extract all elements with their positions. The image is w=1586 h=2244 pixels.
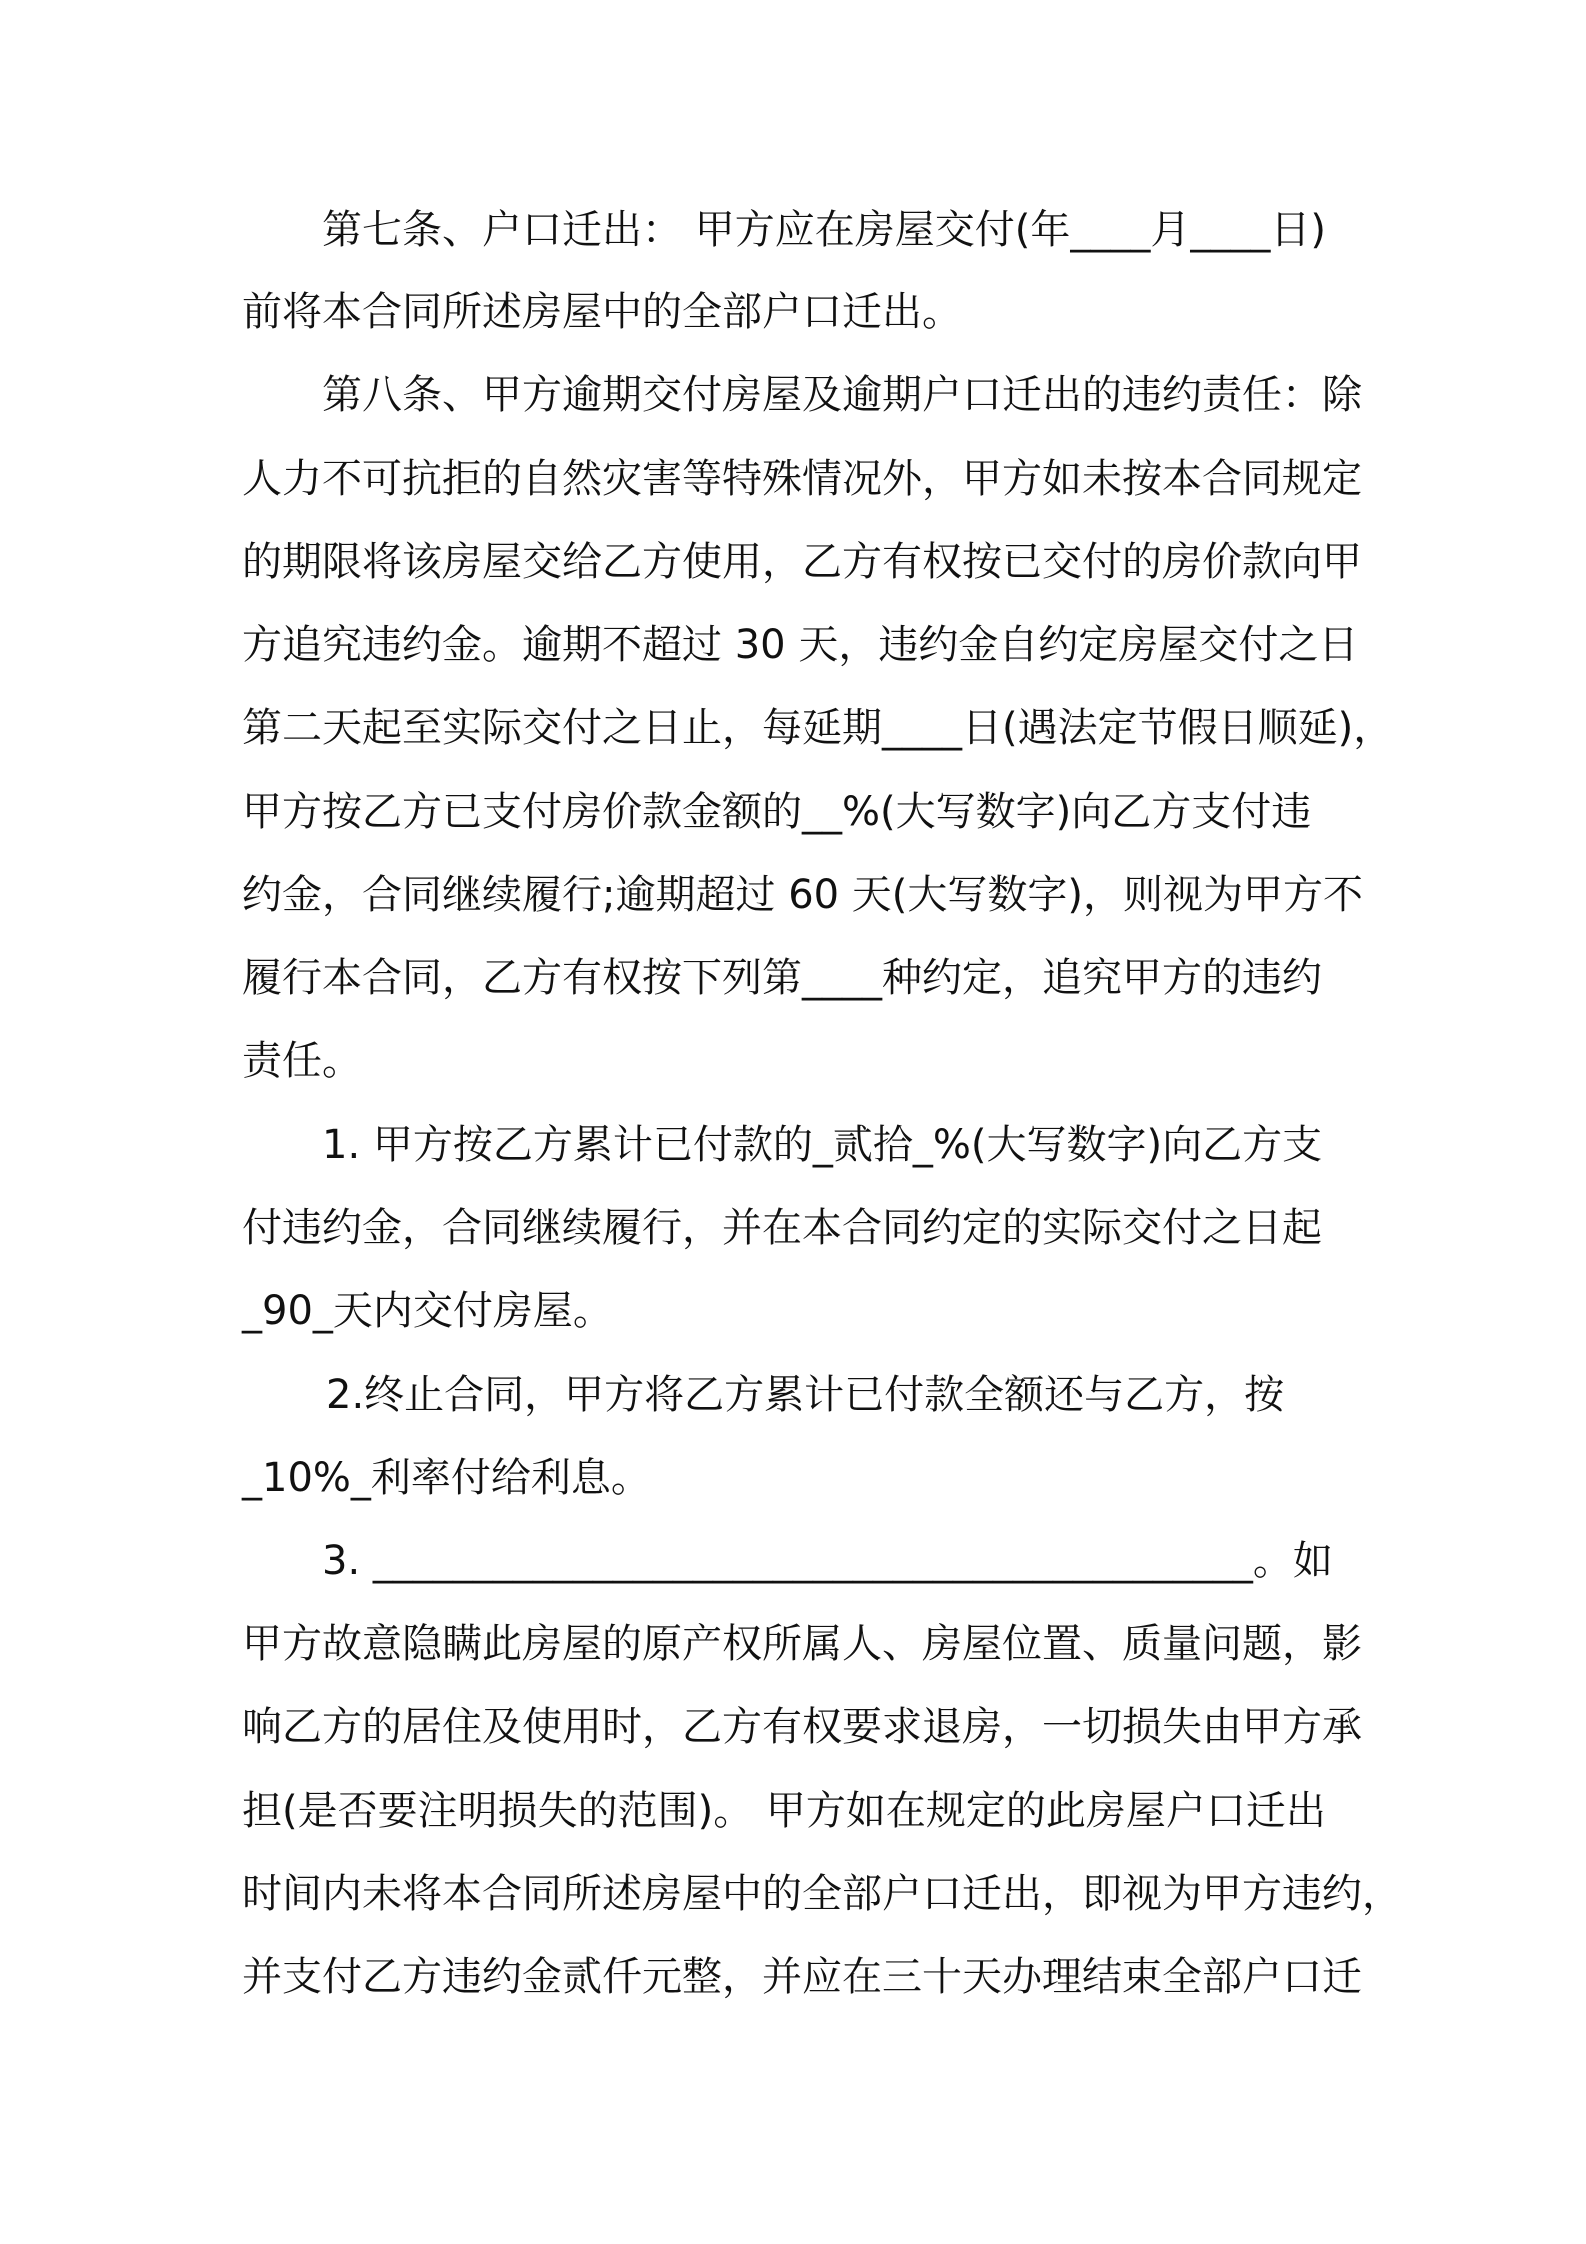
paragraph-line: 履行本合同，乙方有权按下列第____种约定，追究甲方的违约 [242, 955, 1322, 1001]
paragraph-line: 第七条、户口迁出： 甲方应在房屋交付(年____月____日) [322, 207, 1326, 253]
paragraph-line: 时间内未将本合同所述房屋中的全部户口迁出，即视为甲方违约， [242, 1871, 1402, 1917]
list-item-line: 付违约金，合同继续履行，并在本合同约定的实际交付之日起 [242, 1205, 1322, 1251]
list-item-line: _10%_利率付给利息。 [242, 1455, 651, 1501]
paragraph-line: 方追究违约金。逾期不超过 30 天，违约金自约定房屋交付之日 [242, 622, 1359, 668]
paragraph-line: 人力不可抗拒的自然灾害等特殊情况外，甲方如未按本合同规定 [242, 456, 1362, 502]
paragraph-line: 担(是否要注明损失的范围)。 甲方如在规定的此房屋户口迁出 [242, 1788, 1326, 1834]
paragraph-line: 响乙方的居住及使用时，乙方有权要求退房，一切损失由甲方承 [242, 1704, 1362, 1750]
paragraph-line: 甲方故意隐瞒此房屋的原产权所属人、房屋位置、质量问题，影 [242, 1621, 1362, 1667]
paragraph-line: 的期限将该房屋交给乙方使用，乙方有权按已交付的房价款向甲 [242, 539, 1362, 585]
paragraph-line: 责任。 [242, 1038, 362, 1084]
paragraph-line: 并支付乙方违约金贰仟元整，并应在三十天办理结束全部户口迁 [242, 1954, 1362, 2000]
list-item-line: 3. ____________________________________________。如 [322, 1538, 1333, 1584]
list-item-line: 1. 甲方按乙方累计已付款的_贰拾_%(大写数字)向乙方支 [322, 1122, 1323, 1168]
paragraph-line: 前将本合同所述房屋中的全部户口迁出。 [242, 289, 962, 335]
paragraph-line: 第八条、甲方逾期交付房屋及逾期户口迁出的违约责任：除 [322, 372, 1362, 418]
paragraph-line: 甲方按乙方已支付房价款金额的__%(大写数字)向乙方支付违 [242, 789, 1312, 835]
list-item-line: 2.终止合同，甲方将乙方累计已付款全额还与乙方，按 [326, 1372, 1285, 1418]
paragraph-line: 约金，合同继续履行;逾期超过 60 天(大写数字)，则视为甲方不 [242, 872, 1364, 918]
list-item-line: _90_天内交付房屋。 [242, 1288, 613, 1334]
paragraph-line: 第二天起至实际交付之日止，每延期____日(遇法定节假日顺延)， [242, 705, 1394, 751]
